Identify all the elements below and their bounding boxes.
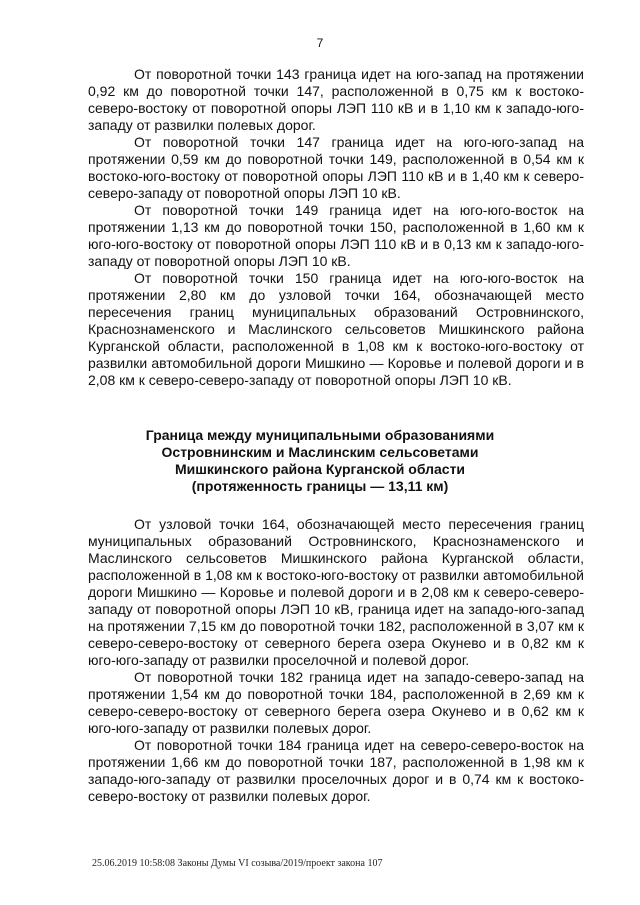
heading-line: Граница между муниципальными образованиями bbox=[145, 427, 495, 443]
heading-line: Островнинским и Маслинским сельсоветами bbox=[161, 444, 479, 460]
boundary-description-top bbox=[88, 66, 584, 389]
paragraph: От поворотной точки 149 граница идет на юго-юго-восток на протяжении 1,13 км до поворотной точки 150, расположенной в 1,60 км к юго-юго-востоку от поворотной опоры ЛЭП 110 кВ и в 0,13 км к западо-юго-западу от поворотной опоры ЛЭП 10 кВ. bbox=[88, 202, 584, 269]
boundary-description-bottom bbox=[88, 516, 584, 805]
paragraph: От поворотной точки 182 граница идет на западо-северо-запад на протяжении 1,54 км до поворотной точки 184, расположенной в 2,69 км к северо-северо-востоку от северного берега озера Окунево и в 0,62 км к юго-юго-западу от развилки полевых дорог. bbox=[88, 669, 584, 736]
section-heading bbox=[0, 427, 640, 495]
paragraph: От поворотной точки 143 граница идет на юго-запад на протяжении 0,92 км до поворотной точки 147, расположенной в 0,75 км к востоко-северо-востоку от поворотной опоры ЛЭП 110 кВ и в 1,10 км к западо-юго-западу от развилки полевых дорог. bbox=[88, 66, 584, 133]
paragraph: От поворотной точки 147 граница идет на юго-юго-запад на протяжении 0,59 км до поворотной точки 149, расположенной в 0,54 км к востоко-юго-востоку от поворотной опоры ЛЭП 110 кВ и в 1,40 км к северо-северо-западу от поворотной опоры ЛЭП 10 кВ. bbox=[88, 134, 584, 201]
paragraph: От узловой точки 164, обозначающей место пересечения границ муниципальных образований Островнинского, Краснознаменского и Маслинского сельсоветов Мишкинского района Курганской области, расположенной в 1,08 км к востоко-юго-востоку от развилки автомобильной дороги Мишкино — Коровье и полевой дороги и в 2,08 км к северо-северо-западу от поворотной опоры ЛЭП 10 кВ, граница идет на западо-юго-запад на протяжении 7,15 км до поворотной точки 182, расположенной в 3,07 км к северо-северо-востоку от северного берега озера Окунево и в 0,82 км к юго-юго-западу от развилки проселочной и полевой дорог. bbox=[88, 516, 584, 668]
heading-length-line: (протяженность границы — 13,11 км) bbox=[191, 478, 449, 494]
document-footer: 25.06.2019 10:58:08 Законы Думы VI созыва/2019/проект закона 107 bbox=[92, 858, 383, 869]
heading-line: Мишкинского района Курганской области bbox=[174, 461, 466, 477]
paragraph: От поворотной точки 150 граница идет на юго-юго-восток на протяжении 2,80 км до узловой точки 164, обозначающей место пересечения границ муниципальных образований Островнинского, Краснознаменского и Маслинского сельсоветов Мишкинского района Курганской области, расположенной в 1,08 км к востоко-юго-востоку от развилки автомобильной дороги Мишкино — Коровье и полевой дороги и в 2,08 км к северо-северо-западу от поворотной опоры ЛЭП 10 кВ. bbox=[88, 270, 584, 388]
paragraph: От поворотной точки 184 граница идет на северо-северо-восток на протяжении 1,66 км до поворотной точки 187, расположенной в 1,98 км к западо-юго-западу от развилки проселочных дорог и в 0,74 км к востоко-северо-востоку от развилки полевых дорог. bbox=[88, 737, 584, 804]
page-number: 7 bbox=[316, 36, 324, 50]
